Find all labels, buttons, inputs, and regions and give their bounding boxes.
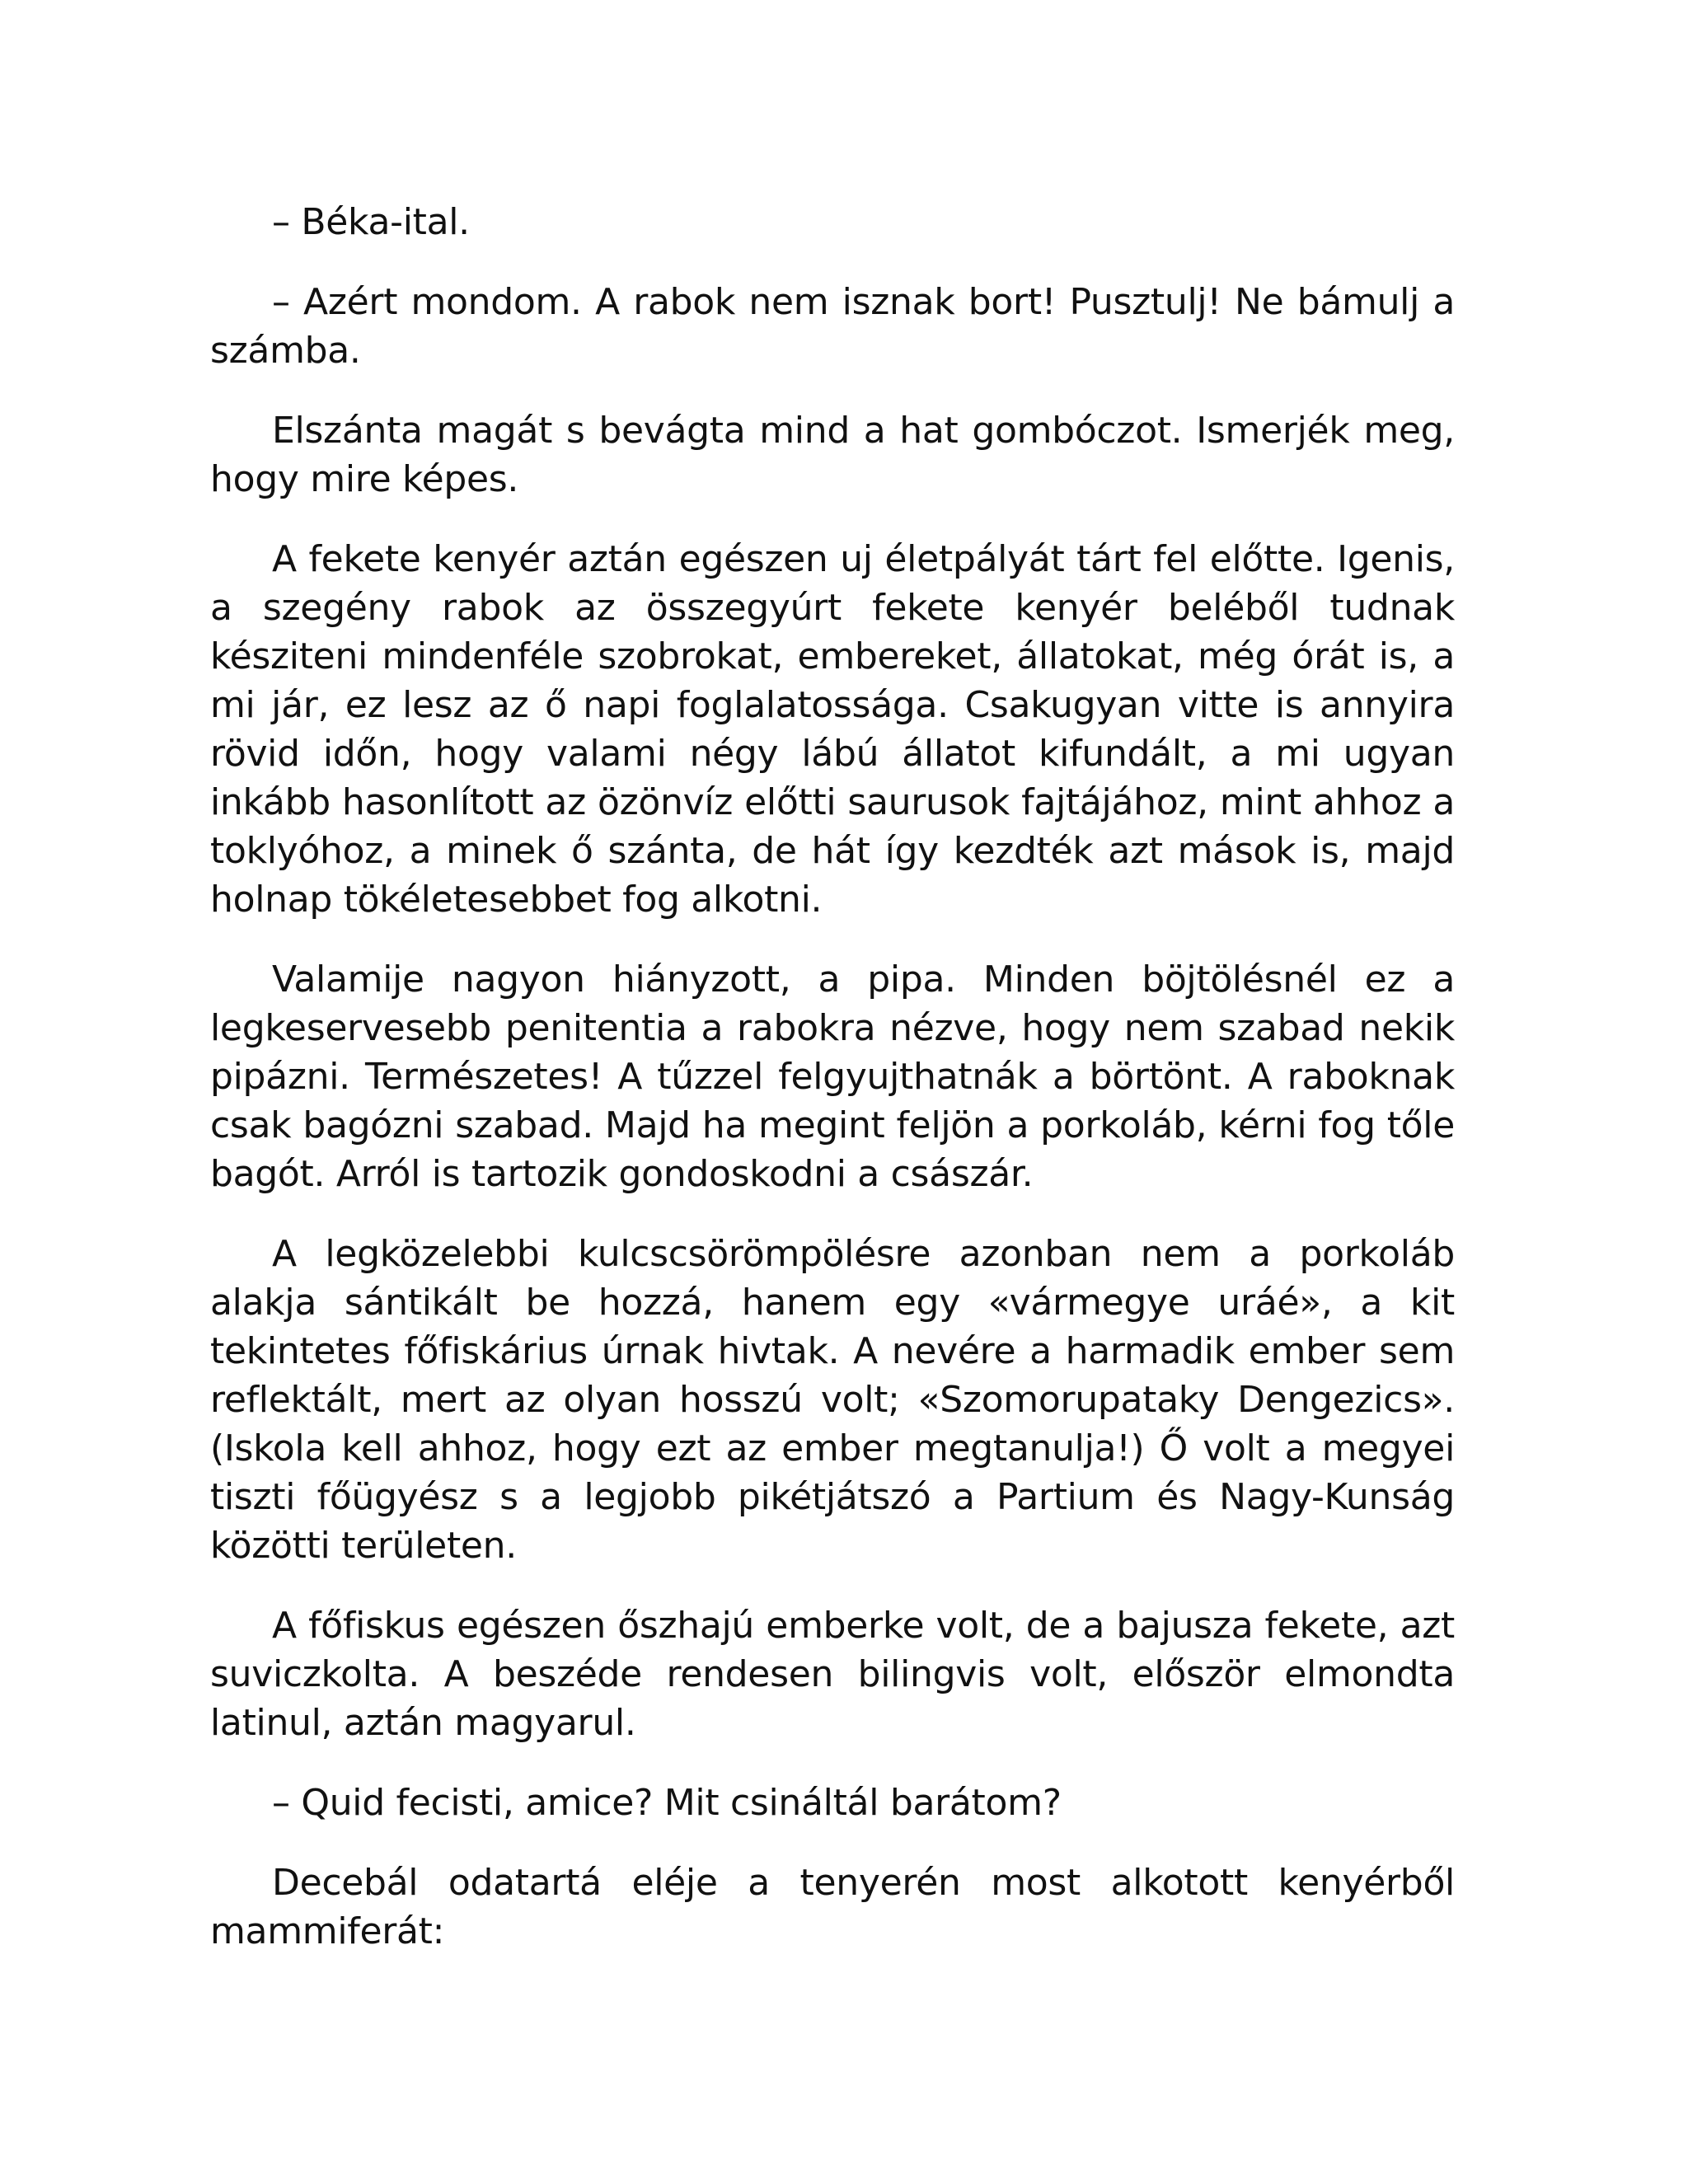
paragraph: Valamije nagyon hiányzott, a pipa. Minden böjtölésnél ez a legkeservesebb penitentia a rabokra nézve, hogy nem szabad nekik pipázni. Természetes! A tűzzel felgyujthatnák a börtönt. A raboknak csak bagózni szabad. Majd ha megint feljön a porkoláb, kérni fog tőle bagót. Arról is tartozik gondoskodni a császár.	[210, 958, 1455, 1195]
paragraph: A főfiskus egészen őszhajú emberke volt, de a bajusza fekete, azt suviczkolta. A beszéde rendesen bilingvis volt, először elmondta latinul, aztán magyarul.	[210, 1605, 1455, 1744]
document-page	[210, 198, 1455, 1987]
paragraph: – Azért mondom. A rabok nem isznak bort! Pusztulj! Ne bámulj a számba.	[210, 281, 1455, 372]
paragraph: – Quid fecisti, amice? Mit csináltál barátom?	[272, 1782, 1062, 1824]
paragraph: Decebál odatartá eléje a tenyerén most alkotott kenyérből mammiferát:	[210, 1862, 1455, 1952]
paragraph: Elszánta magát s bevágta mind a hat gombóczot. Ismerjék meg, hogy mire képes.	[210, 410, 1455, 500]
paragraph: – Béka-ital.	[272, 201, 470, 243]
paragraph: A fekete kenyér aztán egészen uj életpályát tárt fel előtte. Igenis, a szegény rabok az összegyúrt fekete kenyér beléből tudnak késziteni mindenféle szobrokat, embereket, állatokat, még órát is, a mi jár, ez lesz az ő napi foglalatossága. Csakugyan vitte is annyira rövid időn, hogy valami négy lábú állatot kifundált, a mi ugyan inkább hasonlított az özönvíz előtti saurusok fajtájához, mint ahhoz a toklyóhoz, a minek ő szánta, de hát így kezdték azt mások is, majd holnap tökéletesebbet fog alkotni.	[210, 538, 1455, 921]
paragraph: A legközelebbi kulcscsörömpölésre azonban nem a porkoláb alakja sántikált be hozzá, hanem egy «vármegye uráé», a kit tekintetes főfiskárius úrnak hivtak. A nevére a harmadik ember sem reflektált, mert az olyan hosszú volt; «Szomorupataky Dengezics». (Iskola kell ahhoz, hogy ezt az ember megtanulja!) Ő volt a megyei tiszti főügyész s a legjobb pikétjátszó a Partium és Nagy-Kunság közötti területen.	[210, 1233, 1455, 1567]
